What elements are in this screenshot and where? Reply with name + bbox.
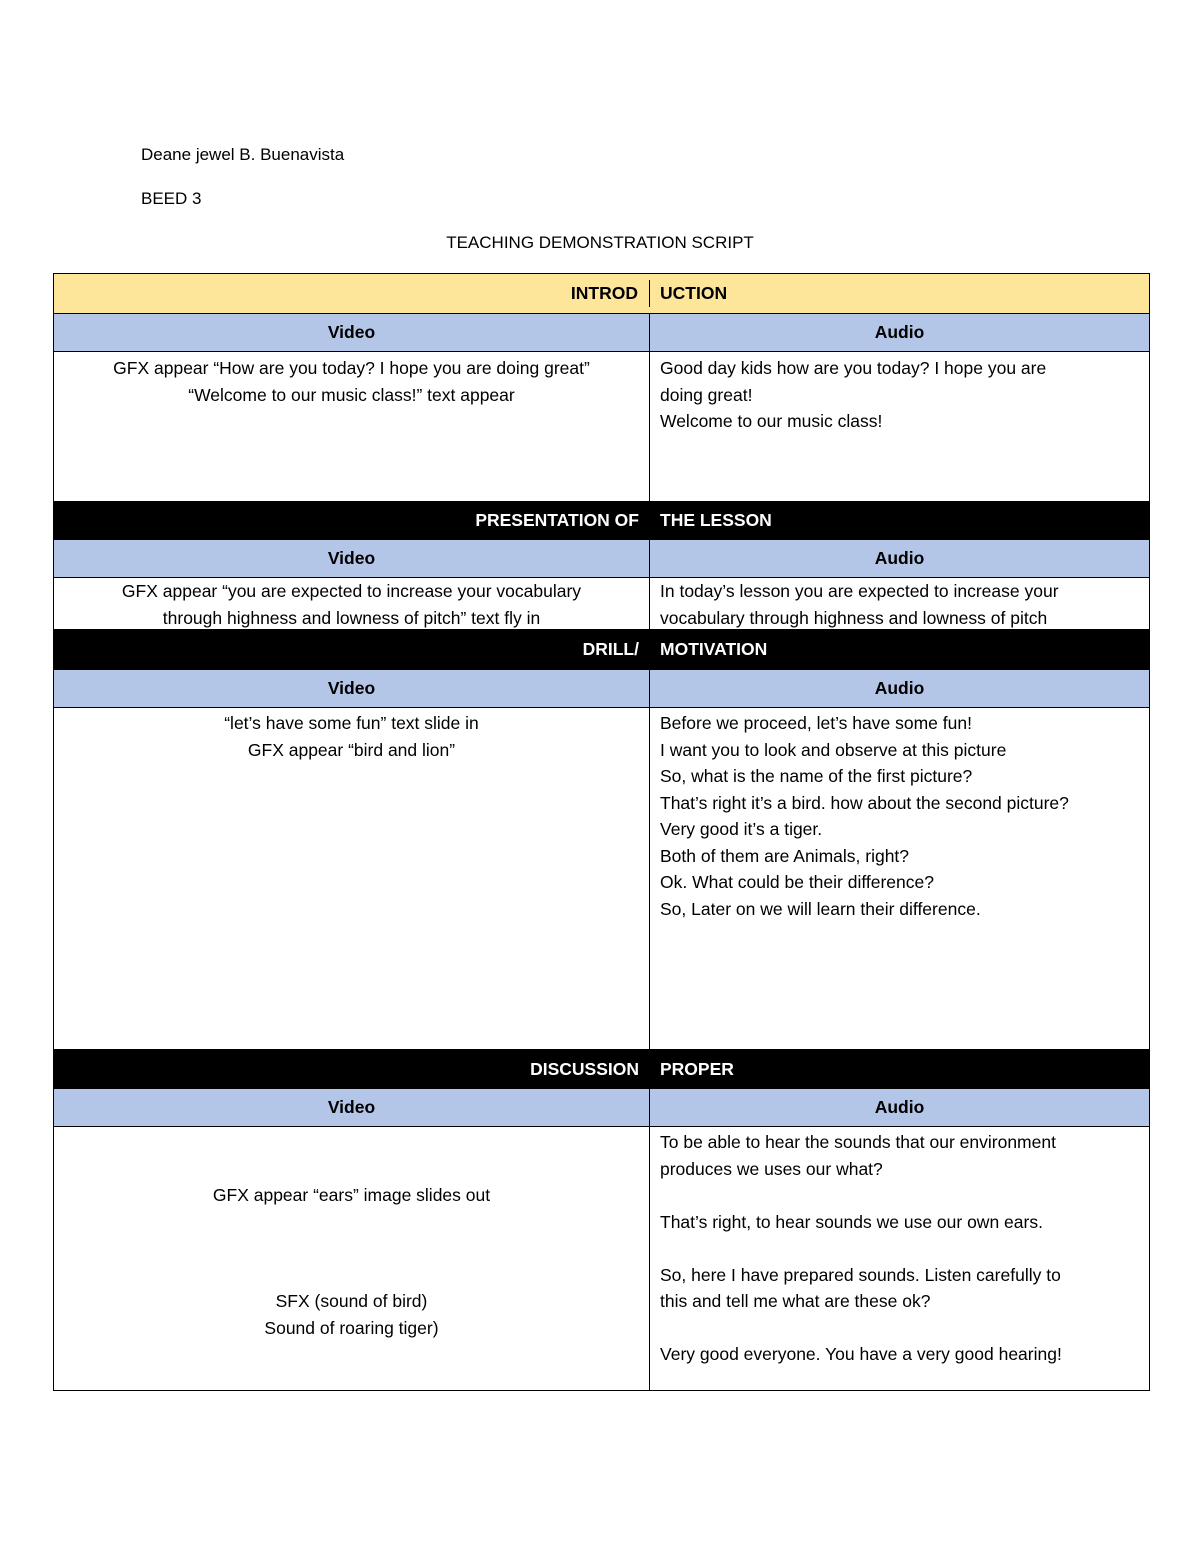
discussion-content-row bbox=[54, 1126, 1149, 1390]
audio-line: Both of them are Animals, right? bbox=[660, 845, 910, 866]
audio-line: So, Later on we will learn their difference. bbox=[660, 898, 981, 919]
video-line: GFX appear “ears” image slides out bbox=[212, 1185, 491, 1205]
author-name: Deane jewel B. Buenavista bbox=[141, 145, 345, 164]
audio-line: Good day kids how are you today? I hope you are bbox=[660, 358, 1047, 378]
audio-line: this and tell me what are these ok? bbox=[660, 1291, 931, 1311]
audio-cell bbox=[650, 352, 1149, 501]
column-header-row bbox=[54, 1088, 1149, 1126]
audio-line: I want you to look and observe at this picture bbox=[660, 739, 1007, 760]
audio-line: In today’s lesson you are expected to increase your bbox=[660, 581, 1059, 601]
section-label-left: DRILL/ bbox=[582, 639, 639, 660]
section-label-right: PROPER bbox=[660, 1058, 734, 1079]
audio-line: Very good it’s a tiger. bbox=[660, 819, 823, 839]
column-header-row bbox=[54, 669, 1149, 707]
column-header-row bbox=[54, 539, 1149, 577]
video-line: GFX appear “How are you today? I hope you are doing great” bbox=[113, 358, 590, 378]
video-cell bbox=[54, 352, 650, 501]
audio-cell bbox=[650, 1127, 1149, 1390]
audio-line: Ok. What could be their difference? bbox=[660, 872, 934, 892]
video-column-header: Video bbox=[54, 1089, 650, 1126]
section-label-right: MOTIVATION bbox=[660, 639, 768, 660]
section-header-drill bbox=[54, 629, 1149, 669]
audio-line: vocabulary through highness and lowness of pitch bbox=[660, 607, 1048, 628]
video-line: “Welcome to our music class!” text appear bbox=[188, 384, 515, 405]
audio-column-header: Audio bbox=[874, 678, 925, 699]
audio-cell bbox=[650, 578, 1149, 629]
video-column-header: Video bbox=[54, 670, 650, 707]
video-line: through highness and lowness of pitch” text fly in bbox=[162, 607, 541, 628]
section-label-right: UCTION bbox=[660, 283, 728, 304]
audio-column-header: Audio bbox=[874, 322, 925, 343]
audio-line: So, what is the name of the first picture? bbox=[660, 766, 973, 786]
audio-line: produces we uses our what? bbox=[660, 1158, 883, 1179]
video-line: “let’s have some fun” text slide in bbox=[224, 713, 479, 733]
section-label-left: DISCUSSION bbox=[530, 1058, 639, 1079]
section-label-right: THE LESSON bbox=[660, 510, 772, 531]
introduction-content-row bbox=[54, 351, 1149, 501]
section-header-discussion bbox=[54, 1049, 1149, 1088]
audio-line: To be able to hear the sounds that our environment bbox=[660, 1132, 1056, 1152]
audio-line: doing great! bbox=[660, 384, 753, 405]
video-column-header: Video bbox=[54, 314, 650, 351]
section-header-presentation bbox=[54, 501, 1149, 539]
audio-column-header: Audio bbox=[874, 548, 925, 569]
section-label-left: PRESENTATION OF bbox=[475, 510, 639, 531]
video-cell bbox=[54, 578, 650, 629]
video-line: GFX appear “you are expected to increase your vocabulary bbox=[121, 581, 582, 601]
audio-column-header: Audio bbox=[874, 1097, 925, 1118]
script-table bbox=[53, 273, 1150, 1391]
audio-line: That’s right it’s a bird. how about the second picture? bbox=[660, 792, 1069, 813]
presentation-content-row bbox=[54, 577, 1149, 629]
audio-line: Very good everyone. You have a very good hearing! bbox=[660, 1344, 1062, 1364]
video-column-header: Video bbox=[54, 540, 650, 577]
section-header-introduction bbox=[54, 274, 1149, 313]
video-line: SFX (sound of bird) bbox=[275, 1291, 428, 1311]
audio-line: Welcome to our music class! bbox=[660, 411, 883, 431]
audio-line: So, here I have prepared sounds. Listen carefully to bbox=[660, 1264, 1061, 1285]
audio-line: Before we proceed, let’s have some fun! bbox=[660, 713, 972, 733]
column-header-row bbox=[54, 313, 1149, 351]
audio-line: That’s right, to hear sounds we use our own ears. bbox=[660, 1211, 1043, 1232]
audio-cell bbox=[650, 708, 1149, 1049]
drill-content-row bbox=[54, 707, 1149, 1049]
video-line: GFX appear “bird and lion” bbox=[247, 739, 456, 760]
video-cell bbox=[54, 1127, 650, 1390]
video-cell bbox=[54, 708, 650, 1049]
document-title: TEACHING DEMONSTRATION SCRIPT bbox=[446, 233, 754, 252]
section-label-left: INTROD bbox=[54, 280, 650, 307]
course-label: BEED 3 bbox=[141, 189, 202, 208]
video-line: Sound of roaring tiger) bbox=[264, 1317, 439, 1338]
